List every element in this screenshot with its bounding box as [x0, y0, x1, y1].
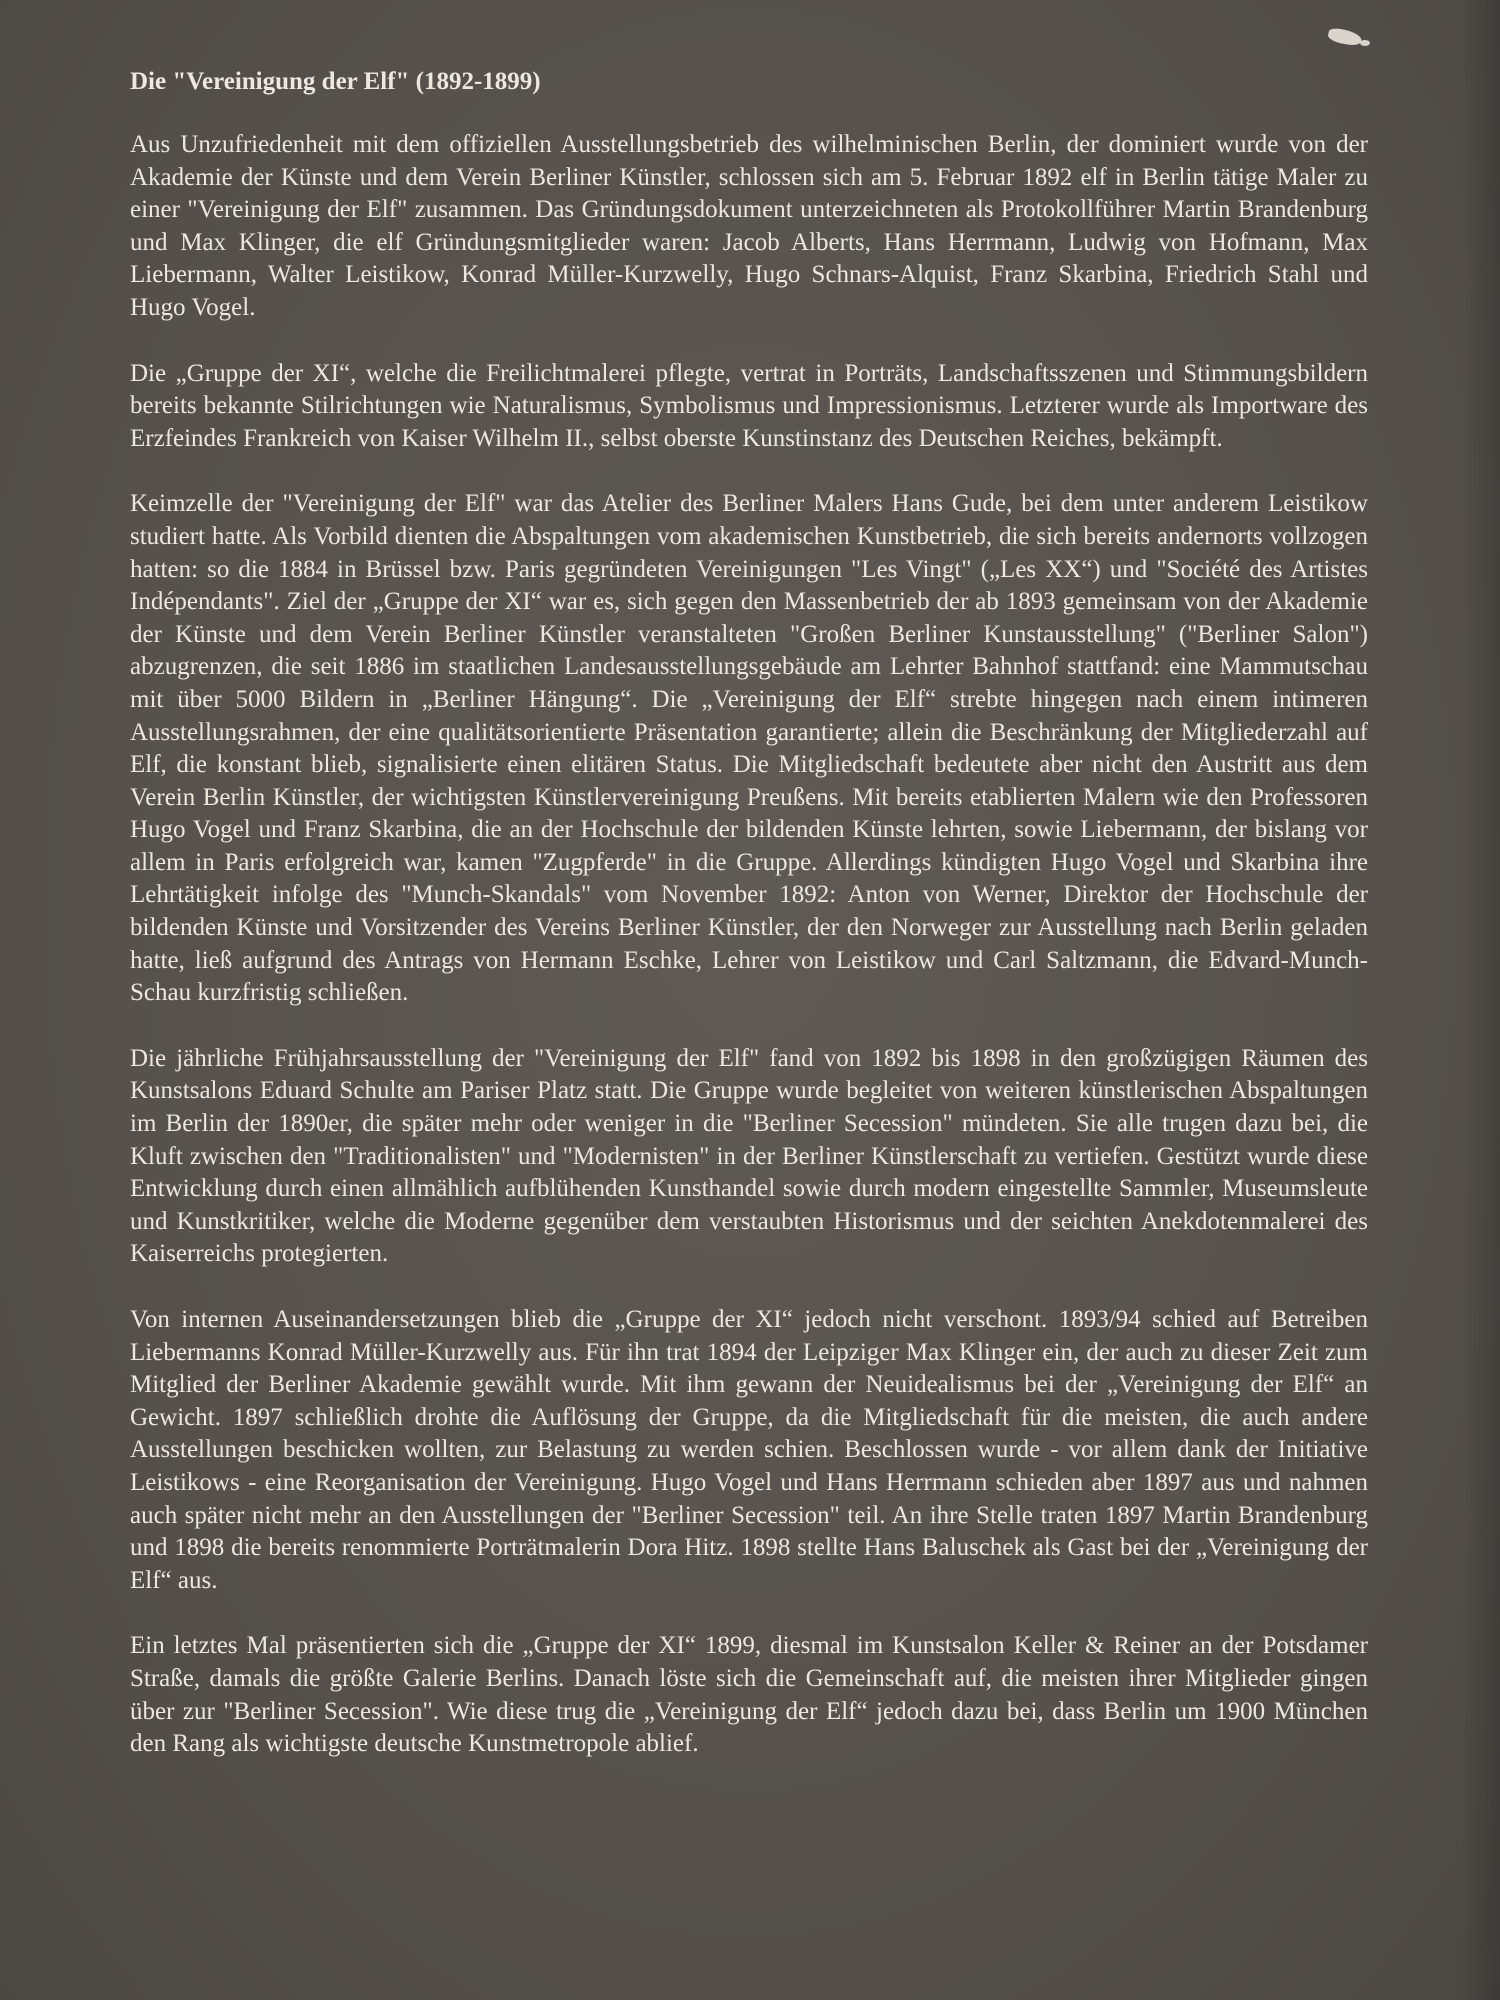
paragraph-conflicts: Von internen Auseinandersetzungen blieb die „Gruppe der XI“ jedoch nicht verschont. 1893/94 schied auf Betreiben Liebermanns Konrad Müller-Kurzwelly aus. Für ihn trat 1894 der Leipziger Max Klinger ein, der auch zu dieser Zeit zum Mitglied der Berliner Akademie gewählt wurde. Mit ihm gewann der Neuidealismus bei der „Vereinigung der Elf“ an Gewicht. 1897 schließlich drohte die Auflösung der Gruppe, da die Mitgliedschaft für die meisten, die auch andere Ausstellungen beschicken wollten, zur Belastung zu werden schien. Beschlossen wurde - vor allem dank der Initiative Leistikows - eine Reorganisation der Vereinigung. Hugo Vogel und Hans Herrmann schieden aber 1897 aus und nahmen auch später nicht mehr an den Ausstellungen der "Berliner Secession" teil. An ihre Stelle traten 1897 Martin Brandenburg und 1898 die bereits renommierte Porträtmalerin Dora Hitz. 1898 stellte Hans Baluschek als Gast bei der „Vereinigung der Elf“ aus. [130, 1306, 1368, 1594]
paragraph-end: Ein letztes Mal präsentierten sich die „Gruppe der XI“ 1899, diesmal im Kunstsalon Keller & Reiner an der Potsdamer Straße, damals die größte Galerie Berlins. Danach löste sich die Gemeinschaft auf, die meisten ihrer Mitglieder gingen über zur "Berliner Secession". Wie diese trug die „Vereinigung der Elf“ jedoch dazu bei, dass Berlin um 1900 München den Rang als wichtigste deutsche Kunstmetropole ablief. [130, 1632, 1368, 1758]
paragraph-exhibitions: Die jährliche Frühjahrsausstellung der "Vereinigung der Elf" fand von 1892 bis 1898 in den großzügigen Räumen des Kunstsalons Eduard Schulte am Pariser Platz statt. Die Gruppe wurde begleitet von weiteren künstlerischen Abspaltungen im Berlin der 1890er, die später mehr oder weniger in die "Berliner Secession" mündeten. Sie alle trugen dazu bei, die Kluft zwischen den "Traditionalisten" und "Modernisten" in der Berliner Künstlerschaft zu vertiefen. Gestützt wurde diese Entwicklung durch einen allmählich aufblühenden Kunsthandel sowie durch modern eingestellte Sammler, Museumsleute und Kunstkritiker, welche die Moderne gegenüber dem verstaubten Historismus und der seichten Anekdotenmalerei des Kaiserreichs protegierten. [130, 1044, 1368, 1268]
document-body [130, 66, 1368, 1794]
paragraph-style: Die „Gruppe der XI“, welche die Freilichtmalerei pflegte, vertrat in Porträts, Landschaftsszenen und Stimmungsbildern bereits bekannte Stilrichtungen wie Naturalismus, Symbolismus und Impressionismus. Letzterer wurde als Importware des Erzfeindes Frankreich von Kaiser Wilhelm II., selbst oberste Kunstinstanz des Deutschen Reiches, bekämpft. [130, 359, 1368, 452]
paint-chip-mark [1327, 27, 1363, 48]
document-title: Die "Vereinigung der Elf" (1892-1899) [130, 68, 541, 95]
paragraph-founding: Aus Unzufriedenheit mit dem offiziellen Ausstellungsbetrieb des wilhelminischen Berlin, der dominiert wurde von der Akademie der Künste und dem Verein Berliner Künstler, schlossen sich am 5. Februar 1892 elf in Berlin tätige Maler zu einer "Vereinigung der Elf" zusammen. Das Gründungsdokument unterzeichneten als Protokollführer Martin Brandenburg und Max Klinger, die elf Gründungsmitglieder waren: Jacob Alberts, Hans Herrmann, Ludwig von Hofmann, Max Liebermann, Walter Leistikow, Konrad Müller-Kurzwelly, Hugo Schnars-Alquist, Franz Skarbina, Friedrich Stahl und Hugo Vogel. [130, 131, 1368, 321]
paint-chip-mark-small [1360, 40, 1370, 46]
panel-edge-shadow [1460, 0, 1500, 2000]
paragraph-origins: Keimzelle der "Vereinigung der Elf" war das Atelier des Berliner Malers Hans Gude, bei dem unter anderem Leistikow studiert hatte. Als Vorbild dienten die Abspaltungen vom akademischen Kunstbetrieb, die sich bereits andernorts vollzogen hatten: so die 1884 in Brüssel bzw. Paris gegründeten Vereinigungen "Les Vingt" („Les XX“) und "Société des Artistes Indépendants". Ziel der „Gruppe der XI“ war es, sich gegen den Massenbetrieb der ab 1893 gemeinsam von der Akademie der Künste und dem Verein Berliner Künstler veranstalteten "Großen Berliner Kunstausstellung" ("Berliner Salon") abzugrenzen, die seit 1886 im staatlichen Landesausstellungsgebäude am Lehrter Bahnhof stattfand: eine Mammutschau mit über 5000 Bildern in „Berliner Hängung“. Die „Vereinigung der Elf“ strebte hingegen nach einem intimeren Ausstellungsrahmen, der eine qualitätsorientierte Präsentation garantierte; allein die Beschränkung der Mitgliederzahl auf Elf, die konstant blieb, signalisierte einen elitären Status. Die Mitgliedschaft bedeutete aber nicht den Austritt aus dem Verein Berlin Künstler, der wichtigsten Künstlervereinigung Preußens. Mit bereits etablierten Malern wie den Professoren Hugo Vogel und Franz Skarbina, die an der Hochschule der bildenden Künste lehrten, sowie Liebermann, der bislang vor allem in Paris erfolgreich war, kamen "Zugpferde" in die Gruppe. Allerdings kündigten Hugo Vogel und Skarbina ihre Lehrtätigkeit infolge des "Munch-Skandals" vom November 1892: Anton von Werner, Direktor der Hochschule der bildenden Künste und Vorsitzender des Vereins Berliner Künstler, der den Norweger zur Ausstellung nach Berlin geladen hatte, ließ aufgrund des Antrags von Hermann Eschke, Lehrer von Leistikow und Carl Saltzmann, die Edvard-Munch-Schau kurzfristig schließen. [130, 490, 1368, 1007]
